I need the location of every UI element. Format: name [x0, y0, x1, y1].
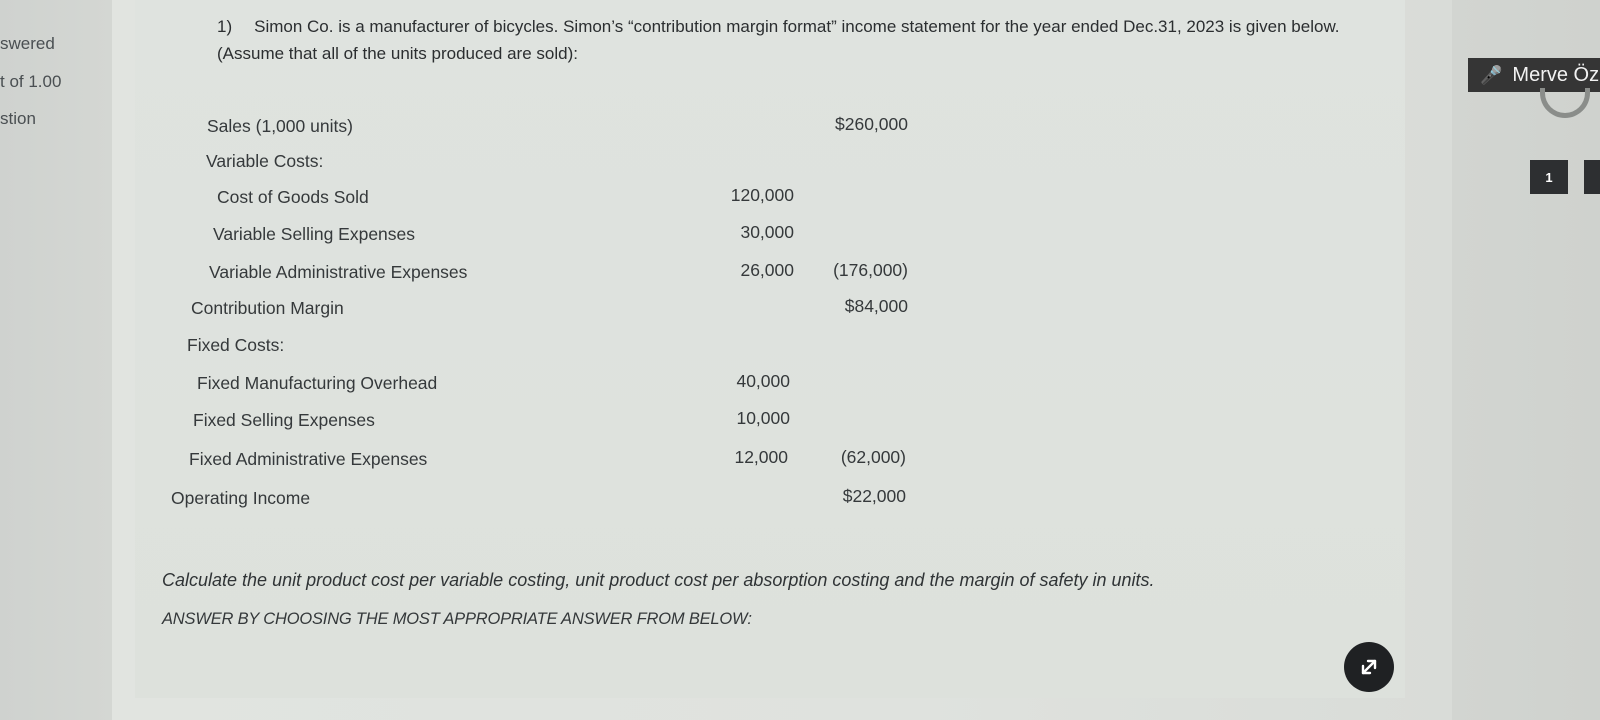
page-number-badge[interactable]: 1: [1530, 160, 1568, 194]
sales-total: $260,000: [835, 114, 908, 134]
fixed-admin-value: 12,000: [734, 447, 788, 467]
question-number: 1): [217, 17, 233, 36]
var-admin-value: 26,000: [740, 260, 794, 280]
answer-instruction: ANSWER BY CHOOSING THE MOST APPROPRIATE ANSWER FROM BELOW:: [162, 610, 752, 628]
question-text: [217, 13, 1377, 67]
operating-income-total: $22,000: [842, 486, 906, 506]
fixed-admin-label: Fixed Administrative Expenses: [189, 449, 428, 469]
page-next-badge[interactable]: [1584, 160, 1600, 194]
fixed-costs-header: Fixed Costs:: [187, 335, 285, 355]
question-card: [135, 0, 1405, 698]
fixed-mfg-label: Fixed Manufacturing Overhead: [197, 373, 438, 393]
cogs-label: Cost of Goods Sold: [217, 187, 369, 207]
var-selling-label: Variable Selling Expenses: [213, 224, 416, 244]
mic-muted-icon[interactable]: 🎤: [1480, 64, 1503, 85]
question-body: Simon Co. is a manufacturer of bicycles. Simon’s “contribution margin format” income statement for the year ended Dec.31, 2023 is given below. (Assume that all of the units produced are sold):: [217, 17, 1340, 63]
operating-income-label: Operating Income: [171, 488, 311, 508]
var-admin-label: Variable Administrative Expenses: [209, 262, 468, 282]
answered-status: swered: [0, 34, 55, 53]
fixed-selling-label: Fixed Selling Expenses: [193, 410, 375, 430]
contribution-margin-label: Contribution Margin: [191, 298, 344, 318]
user-bar[interactable]: [1468, 58, 1600, 92]
expand-icon: [1358, 656, 1380, 678]
cogs-value: 120,000: [730, 185, 794, 205]
fixed-mfg-value: 40,000: [736, 371, 790, 391]
variable-costs-total: (176,000): [833, 260, 908, 280]
left-sidebar: [0, 0, 112, 720]
user-name: Merve Öz: [1512, 63, 1600, 86]
fixed-costs-total: (62,000): [840, 447, 906, 467]
var-selling-value: 30,000: [740, 222, 794, 242]
variable-costs-header: Variable Costs:: [206, 151, 324, 171]
question-label: stion: [0, 109, 36, 128]
points-status: t of 1.00: [0, 72, 62, 91]
fixed-selling-value: 10,000: [736, 408, 790, 428]
sales-label: Sales (1,000 units): [207, 116, 353, 136]
contribution-margin-total: $84,000: [844, 296, 908, 316]
task-prompt: Calculate the unit product cost per variable costing, unit product cost per absorption costing and the margin of safety in units.: [162, 570, 1155, 590]
expand-button[interactable]: [1344, 642, 1394, 692]
